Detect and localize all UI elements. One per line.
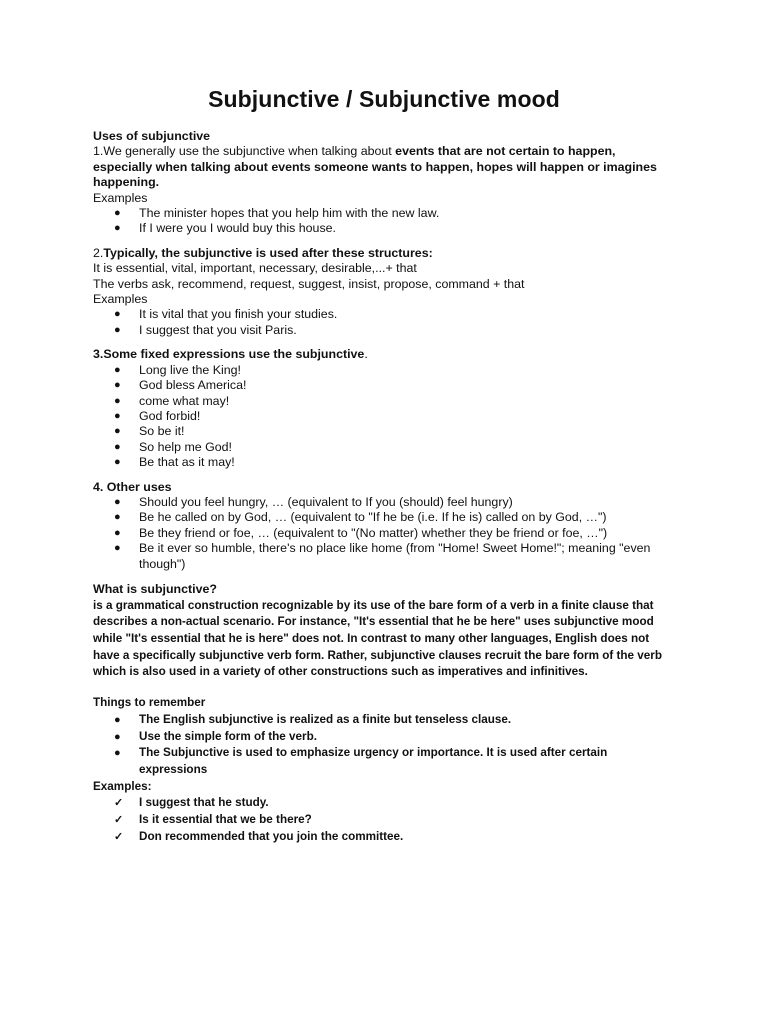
list-item bbox=[93, 795, 673, 812]
example-list bbox=[93, 206, 673, 237]
list-item bbox=[93, 323, 673, 338]
list-item-text: Be that as it may! bbox=[139, 455, 235, 470]
list-item bbox=[93, 307, 673, 322]
list-item-text: Long live the King! bbox=[139, 362, 241, 377]
bullet-icon: ● bbox=[114, 526, 121, 539]
list-item-text: So be it! bbox=[139, 424, 185, 439]
list-item bbox=[93, 424, 673, 439]
section-heading bbox=[93, 347, 673, 362]
paragraph-lead: We generally use the subjunctive when talking about bbox=[103, 144, 396, 159]
list-item bbox=[93, 440, 673, 455]
list-item bbox=[93, 712, 673, 729]
checked-example-list bbox=[93, 795, 673, 845]
list-item bbox=[93, 510, 673, 525]
paragraph-emphasis: events that are not certain to happen, especially when talking about events someone wants to happen, hopes will happen or imagines happening. bbox=[93, 144, 657, 190]
section-heading bbox=[93, 246, 673, 261]
list-item bbox=[93, 745, 673, 778]
section-uses bbox=[93, 129, 673, 237]
list-item-text: The minister hopes that you help him with the new law. bbox=[139, 206, 440, 221]
section-heading: 4. Other uses bbox=[93, 479, 172, 494]
other-uses-list bbox=[93, 495, 673, 572]
examples-label: Examples bbox=[93, 292, 148, 307]
definition-paragraph: is a grammatical construction recognizable by its use of the bare form of a verb in a finite clause that describes a non-actual scenario. For instance, "It's essential that he be here" uses subjunctive mood while "It's essential that he is here" does not. In contrast to many other languages, English does not have a specifically subjunctive verb form. Rather, subjunctive clauses recruit the bare form of the verb which is also used in a variety of other constructions such as imperatives and infinitives. bbox=[93, 598, 662, 679]
spacer bbox=[93, 237, 673, 246]
bullet-icon: ● bbox=[114, 511, 121, 524]
list-item-text: So help me God! bbox=[139, 439, 232, 454]
bullet-icon: ● bbox=[114, 363, 121, 376]
list-item-text: God bless America! bbox=[139, 378, 247, 393]
checkmark-icon: ✓ bbox=[114, 797, 124, 810]
heading-text: Typically, the subjunctive is used after these structures: bbox=[103, 245, 433, 260]
spacer bbox=[93, 681, 673, 695]
list-item bbox=[93, 526, 673, 541]
list-item-text: If I were you I would buy this house. bbox=[139, 221, 336, 236]
structure-line: It is essential, vital, important, necessary, desirable,...+ that bbox=[93, 261, 417, 276]
list-item-text: Should you feel hungry, … (equivalent to If you (should) feel hungry) bbox=[139, 494, 513, 509]
section-number: 1. bbox=[93, 144, 104, 159]
section-heading: What is subjunctive? bbox=[93, 581, 217, 596]
list-item-text: It is vital that you finish your studies. bbox=[139, 307, 338, 322]
list-item-text: Is it essential that we be there? bbox=[139, 813, 312, 827]
list-item bbox=[93, 495, 673, 510]
list-item-text: I suggest that you visit Paris. bbox=[139, 322, 297, 337]
list-item bbox=[93, 363, 673, 378]
list-item bbox=[93, 409, 673, 424]
list-item bbox=[93, 541, 673, 572]
bullet-icon: ● bbox=[114, 379, 121, 392]
list-item bbox=[93, 729, 673, 746]
list-item bbox=[93, 829, 673, 846]
section-number: 2. bbox=[93, 245, 104, 260]
list-item bbox=[93, 455, 673, 470]
list-item-text: The Subjunctive is used to emphasize urgency or importance. It is used after certain expressions bbox=[139, 746, 608, 776]
list-item-text: come what may! bbox=[139, 393, 230, 408]
list-item bbox=[93, 812, 673, 829]
section-things-to-remember bbox=[93, 695, 673, 845]
list-item bbox=[93, 378, 673, 393]
examples-label: Examples bbox=[93, 190, 148, 205]
examples-label: Examples: bbox=[93, 779, 152, 793]
bullet-icon: ● bbox=[114, 730, 121, 743]
bullet-icon: ● bbox=[114, 713, 121, 726]
remember-list bbox=[93, 712, 673, 779]
section-heading: Things to remember bbox=[93, 696, 206, 710]
bullet-icon: ● bbox=[114, 425, 121, 438]
list-item bbox=[93, 221, 673, 236]
list-item bbox=[93, 394, 673, 409]
bullet-icon: ● bbox=[114, 222, 121, 235]
section-definition bbox=[93, 581, 673, 681]
document-body bbox=[93, 129, 673, 846]
heading-text: 3.Some fixed expressions use the subjunctive bbox=[93, 347, 365, 362]
bullet-icon: ● bbox=[114, 323, 121, 336]
list-item-text: Be it ever so humble, there's no place like home (from "Home! Sweet Home!"; meaning "even though") bbox=[139, 541, 651, 571]
section-paragraph bbox=[93, 144, 673, 190]
heading-tail: . bbox=[364, 347, 368, 362]
list-item-text: I suggest that he study. bbox=[139, 796, 269, 810]
section-heading: Uses of subjunctive bbox=[93, 129, 211, 143]
document-title: Subjunctive / Subjunctive mood bbox=[208, 86, 560, 112]
list-item bbox=[93, 206, 673, 221]
list-item-text: God forbid! bbox=[139, 408, 201, 423]
checkmark-icon: ✓ bbox=[114, 830, 124, 843]
list-item-text: Be he called on by God, … (equivalent to "If he be (i.e. If he is) called on by God, …") bbox=[139, 510, 607, 525]
bullet-icon: ● bbox=[114, 308, 121, 321]
bullet-icon: ● bbox=[114, 440, 121, 453]
spacer bbox=[93, 572, 673, 581]
example-list bbox=[93, 307, 673, 338]
list-item-text: Use the simple form of the verb. bbox=[139, 729, 317, 743]
section-other-uses bbox=[93, 480, 673, 572]
bullet-icon: ● bbox=[114, 409, 121, 422]
bullet-icon: ● bbox=[114, 394, 121, 407]
bullet-icon: ● bbox=[114, 747, 121, 760]
section-fixed-expressions bbox=[93, 347, 673, 470]
bullet-icon: ● bbox=[114, 456, 121, 469]
section-structures bbox=[93, 246, 673, 338]
bullet-icon: ● bbox=[114, 495, 121, 508]
list-item-text: Don recommended that you join the committee. bbox=[139, 829, 404, 843]
spacer bbox=[93, 338, 673, 347]
bullet-icon: ● bbox=[114, 542, 121, 555]
checkmark-icon: ✓ bbox=[114, 814, 124, 827]
structure-line: The verbs ask, recommend, request, suggest, insist, propose, command + that bbox=[93, 276, 525, 291]
list-item-text: Be they friend or foe, … (equivalent to "(No matter) whether they be friend or foe, …") bbox=[139, 525, 608, 540]
bullet-icon: ● bbox=[114, 207, 121, 220]
spacer bbox=[93, 471, 673, 480]
expression-list bbox=[93, 363, 673, 471]
list-item-text: The English subjunctive is realized as a finite but tenseless clause. bbox=[139, 712, 512, 726]
